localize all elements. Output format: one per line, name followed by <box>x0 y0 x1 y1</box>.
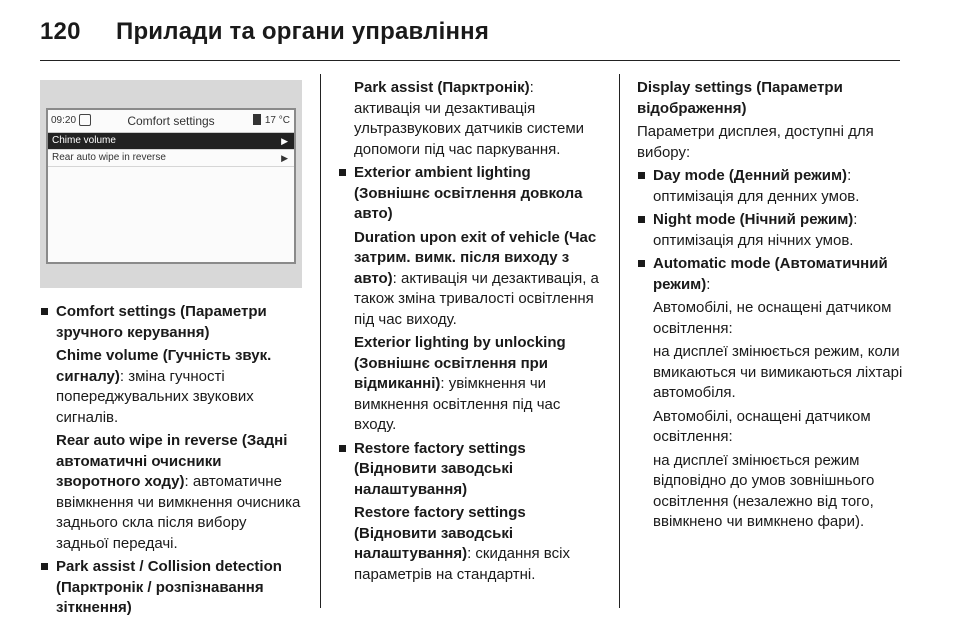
auto-mode-no-sensor-label: Автомобілі, не оснащені датчиком освітлення: <box>653 299 892 337</box>
bullet-title: Restore factory settings (Відновити заводські налаштування) <box>354 439 526 498</box>
bullet-exterior-ambient-lighting <box>338 163 604 225</box>
auto-mode-no-sensor-text: на дисплеї змінюється режим, коли вмикаються чи вимикаються ліхтарі автомобіля. <box>653 343 903 401</box>
item-text: : активація чи дезактивація ультразвукових датчиків системи допомоги під час паркування. <box>354 79 585 158</box>
item-exterior-lighting-unlocking <box>338 333 604 436</box>
screen-menu-item-label: Chime volume <box>52 135 116 146</box>
section-intro: Параметри дисплея, доступні для вибору: <box>637 123 874 161</box>
bullet-text: : <box>706 275 711 293</box>
bullet-automatic-mode <box>637 254 905 295</box>
bullet-title: Night mode (Нічний режим) <box>653 211 854 228</box>
item-title: Chime volume (Гучність звук. сигналу) <box>56 347 272 385</box>
page-title: Прилади та органи управління <box>116 18 490 45</box>
display-illustration <box>40 80 302 288</box>
bullet-title: Day mode (Денний режим) <box>653 167 848 184</box>
bullet-title: Comfort settings (Параметри зручного керування) <box>56 303 267 341</box>
bullet-title: Automatic mode (Автоматичний режим) <box>653 255 888 293</box>
bullet-title: Park assist / Collision detection (Парктронік / розпізнавання зіткнення) <box>56 558 282 616</box>
item-title: Park assist (Парктронік) <box>354 79 530 96</box>
header-rule <box>40 60 900 61</box>
item-text: : активація чи дезактивація, а також зміна тривалості освітлення під час виходу. <box>354 269 599 328</box>
page-header <box>40 18 489 46</box>
item-text: : зміна гучності попереджувальних звукових сигналів. <box>56 367 254 426</box>
column-divider <box>619 74 620 608</box>
phone-icon <box>253 114 261 125</box>
page-number: 120 <box>40 18 81 45</box>
column-3 <box>637 78 905 536</box>
item-text: : скидання всіх параметрів на стандартні. <box>354 545 570 583</box>
item-text: : автоматичне ввімкнення чи вимкнення очисника заднього скла після вибору задньої передачі. <box>56 473 301 552</box>
display-screen <box>46 108 296 264</box>
column-1 <box>40 302 302 622</box>
bullet-title: Exterior ambient lighting (Зовнішнє освітлення довкола авто) <box>354 164 583 222</box>
bullet-restore-factory-settings <box>338 439 604 501</box>
bullet-comfort-settings <box>40 302 302 343</box>
item-park-assist <box>338 78 604 160</box>
bullet-text: : оптимізація для денних умов. <box>653 167 860 205</box>
item-text: : увімкнення чи вимкнення освітлення під час входу. <box>354 375 561 433</box>
column-2 <box>338 78 604 588</box>
auto-mode-sensor-label: Автомобілі, оснащені датчиком освітлення: <box>653 407 871 445</box>
section-heading-text: Display settings (Параметри відображення) <box>637 79 843 117</box>
screen-title: Comfort settings <box>127 114 215 128</box>
item-restore-factory-settings <box>338 503 604 585</box>
item-title: Duration upon exit of vehicle (Час затрим. вимк. після виходу з авто) <box>354 228 597 287</box>
screen-temperature: 17 °C <box>264 115 290 126</box>
bullet-park-assist <box>40 557 302 619</box>
chevron-right-icon: ▶ <box>281 153 288 163</box>
auto-mode-sensor-text: на дисплеї змінюється режим відповідно до умов зовнішнього освітлення (незалежно від того, ввімкнено чи вимкнено фари). <box>653 451 875 530</box>
item-title: Restore factory settings (Відновити заводські налаштування) <box>354 504 526 562</box>
screen-time: 09:20 <box>51 115 77 126</box>
bullet-text: : оптимізація для нічних умов. <box>653 211 858 249</box>
bullet-night-mode <box>637 210 905 251</box>
screen-menu-item-chime-volume <box>48 133 294 150</box>
screen-menu-item-label: Rear auto wipe in reverse <box>52 152 166 163</box>
item-title: Exterior lighting by unlocking (Зовнішнє освітлення при відмиканні) <box>354 334 566 392</box>
item-duration-upon-exit <box>338 228 604 331</box>
section-heading <box>637 78 905 119</box>
screen-status-bar <box>48 110 294 133</box>
screen-menu-item-rear-auto-wipe <box>48 150 294 167</box>
item-chime-volume <box>40 346 302 428</box>
bullet-day-mode <box>637 166 905 207</box>
chevron-right-icon: ▶ <box>281 136 288 146</box>
item-rear-auto-wipe <box>40 431 302 554</box>
column-divider <box>320 74 321 608</box>
item-title: Rear auto wipe in reverse (Задні автоматичні очисники зворотного ходу) <box>56 432 288 490</box>
